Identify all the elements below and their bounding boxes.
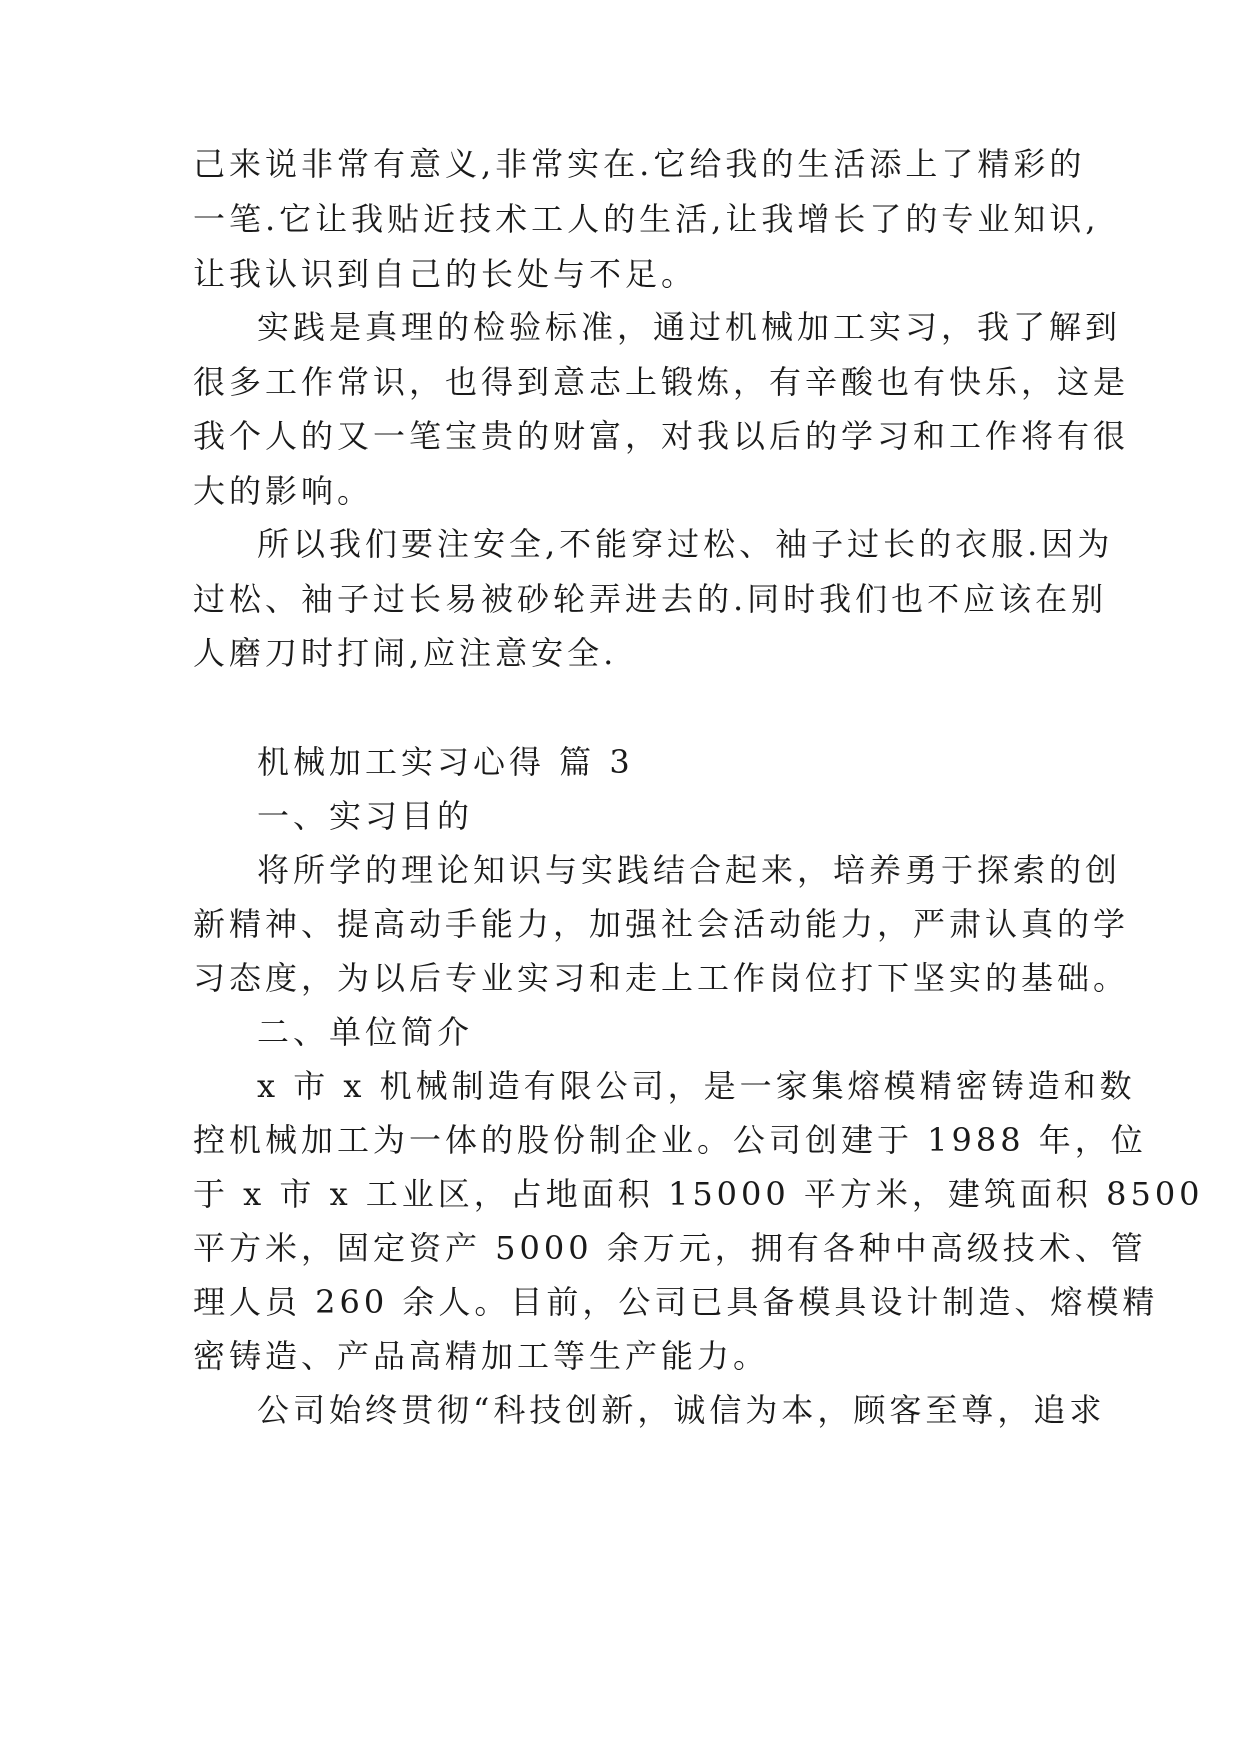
paragraph-line: 理人员 260 余人。目前，公司已具备模具设计制造、熔模精 <box>193 1283 1159 1321</box>
paragraph-line: 实践是真理的检验标准，通过机械加工实习，我了解到 <box>257 308 1122 346</box>
paragraph-line: 新精神、提高动手能力，加强社会活动能力，严肃认真的学 <box>193 905 1130 943</box>
paragraph-line: 大的影响。 <box>193 472 374 510</box>
paragraph-line: 习态度，为以后专业实习和走上工作岗位打下坚实的基础。 <box>193 959 1130 997</box>
paragraph-line: 一笔.它让我贴近技术工人的生活,让我增长了的专业知识, <box>193 200 1100 238</box>
paragraph-line: 密铸造、产品高精加工等生产能力。 <box>193 1337 770 1375</box>
section-heading: 二、单位简介 <box>257 1013 474 1051</box>
paragraph-line: 于 x 市 x 工业区，占地面积 15000 平方米，建筑面积 8500 <box>193 1175 1204 1213</box>
paragraph-line: 将所学的理论知识与实践结合起来，培养勇于探索的创 <box>257 851 1122 889</box>
paragraph-line: 所以我们要注安全,不能穿过松、袖子过长的衣服.因为 <box>257 525 1114 563</box>
paragraph-line: 控机械加工为一体的股份制企业。公司创建于 1988 年，位 <box>193 1121 1147 1159</box>
paragraph-line: 很多工作常识，也得到意志上锻炼，有辛酸也有快乐，这是 <box>193 363 1130 401</box>
paragraph-line: 平方米，固定资产 5000 余万元，拥有各种中高级技术、管 <box>193 1229 1147 1267</box>
paragraph-line: 让我认识到自己的长处与不足。 <box>193 255 698 293</box>
paragraph-line: 公司始终贯彻“科技创新，诚信为本，顾客至尊，追求 <box>257 1391 1106 1429</box>
paragraph-line: 人磨刀时打闹,应注意安全. <box>193 634 618 672</box>
section-title: 机械加工实习心得 篇 3 <box>257 743 634 781</box>
paragraph-line: 我个人的又一笔宝贵的财富，对我以后的学习和工作将有很 <box>193 417 1130 455</box>
paragraph-line: 过松、袖子过长易被砂轮弄进去的.同时我们也不应该在别 <box>193 580 1108 618</box>
paragraph-line: 己来说非常有意义,非常实在.它给我的生活添上了精彩的 <box>193 145 1086 183</box>
paragraph-line: x 市 x 机械制造有限公司，是一家集熔模精密铸造和数 <box>257 1067 1136 1105</box>
section-heading: 一、实习目的 <box>257 797 474 835</box>
